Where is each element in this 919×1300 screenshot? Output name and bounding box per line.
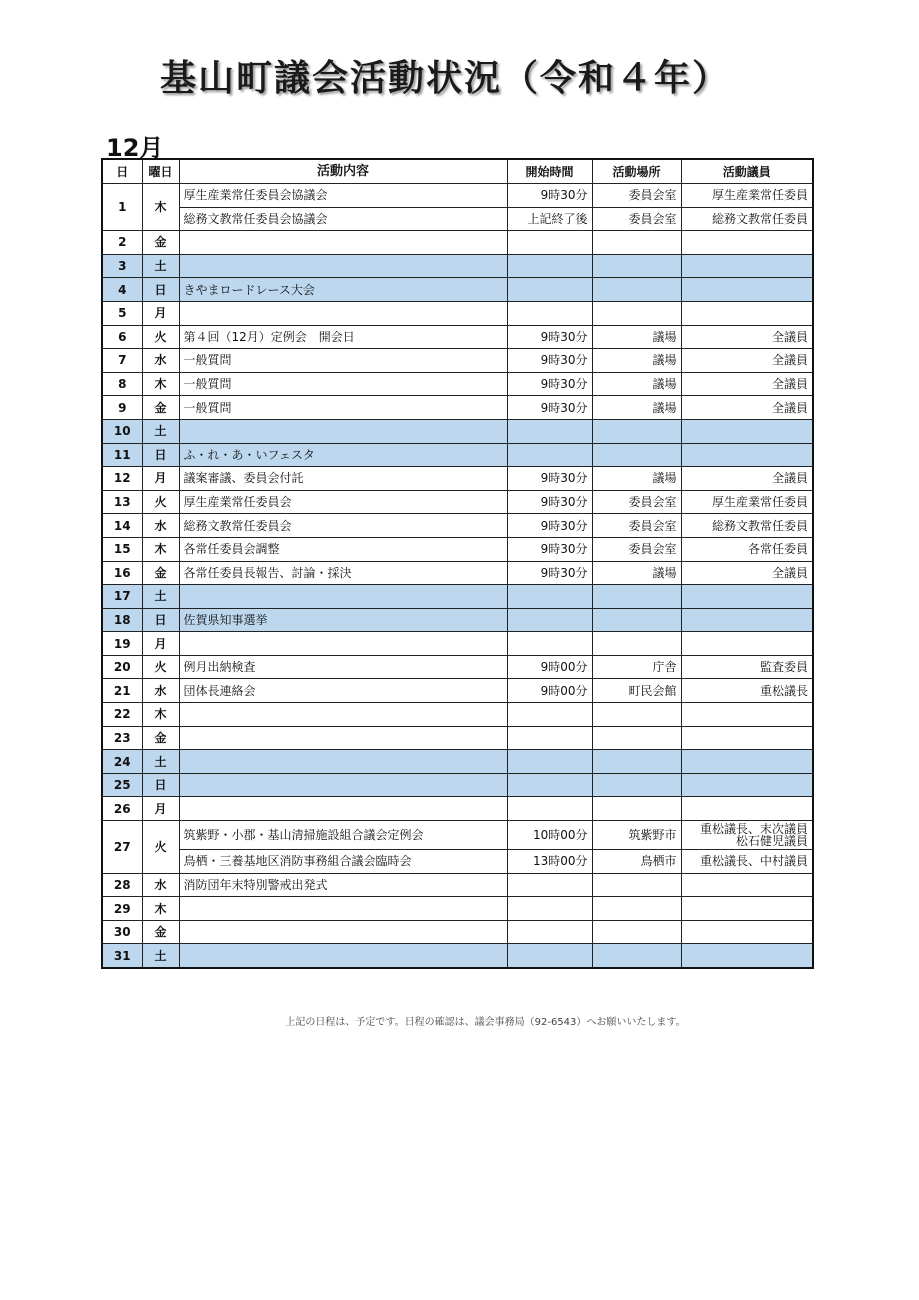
cell-start-time: 10時00分	[507, 821, 592, 850]
cell-place	[592, 873, 681, 897]
cell-start-time	[507, 944, 592, 968]
footnote: 上記の日程は、予定です。日程の確認は、議会事務局（92-6543）へお願いいたします。	[285, 1017, 686, 1028]
table-header-row	[102, 159, 813, 184]
cell-weekday: 金	[142, 726, 179, 750]
cell-day: 20	[102, 655, 142, 679]
cell-day: 26	[102, 797, 142, 821]
cell-members	[681, 231, 813, 255]
cell-members	[681, 585, 813, 609]
cell-start-time: 9時30分	[507, 325, 592, 349]
cell-activity: 第４回（12月）定例会 開会日	[179, 325, 507, 349]
table-row	[102, 873, 813, 897]
table-row	[102, 443, 813, 467]
cell-start-time: 上記終了後	[507, 207, 592, 231]
cell-activity	[179, 726, 507, 750]
table-row	[102, 632, 813, 656]
cell-members	[681, 944, 813, 968]
cell-activity: 消防団年末特別警戒出発式	[179, 873, 507, 897]
cell-weekday: 木	[142, 703, 179, 727]
cell-place	[592, 750, 681, 774]
cell-weekday: 月	[142, 301, 179, 325]
cell-start-time	[507, 703, 592, 727]
cell-members	[681, 773, 813, 797]
cell-day: 28	[102, 873, 142, 897]
cell-activity	[179, 897, 507, 921]
cell-day: 25	[102, 773, 142, 797]
cell-members	[681, 419, 813, 443]
cell-activity	[179, 750, 507, 774]
cell-day: 6	[102, 325, 142, 349]
table-row	[102, 920, 813, 944]
cell-start-time	[507, 750, 592, 774]
cell-start-time	[507, 254, 592, 278]
header-day: 日	[102, 159, 142, 184]
cell-day: 12	[102, 467, 142, 491]
table-row	[102, 608, 813, 632]
table-row	[102, 278, 813, 302]
table-row	[102, 797, 813, 821]
cell-start-time	[507, 419, 592, 443]
cell-day: 18	[102, 608, 142, 632]
cell-weekday: 月	[142, 467, 179, 491]
cell-day: 30	[102, 920, 142, 944]
cell-day: 24	[102, 750, 142, 774]
cell-activity: 議案審議、委員会付託	[179, 467, 507, 491]
schedule-table	[101, 158, 814, 969]
cell-activity: 一般質問	[179, 372, 507, 396]
cell-weekday: 日	[142, 278, 179, 302]
cell-day: 22	[102, 703, 142, 727]
cell-weekday: 土	[142, 944, 179, 968]
cell-activity	[179, 419, 507, 443]
cell-place	[592, 231, 681, 255]
cell-day: 27	[102, 821, 142, 874]
table-row	[102, 467, 813, 491]
cell-activity	[179, 254, 507, 278]
cell-activity: 厚生産業常任委員会協議会	[179, 184, 507, 208]
cell-members: 全議員	[681, 372, 813, 396]
cell-start-time: 9時30分	[507, 349, 592, 373]
cell-place	[592, 585, 681, 609]
cell-weekday: 日	[142, 443, 179, 467]
cell-day: 11	[102, 443, 142, 467]
cell-day: 15	[102, 537, 142, 561]
cell-weekday: 土	[142, 419, 179, 443]
cell-weekday: 金	[142, 396, 179, 420]
cell-place	[592, 773, 681, 797]
table-row	[102, 490, 813, 514]
cell-start-time: 9時30分	[507, 372, 592, 396]
cell-weekday: 水	[142, 679, 179, 703]
cell-place: 委員会室	[592, 207, 681, 231]
header-start-time: 開始時間	[507, 159, 592, 184]
table-row	[102, 726, 813, 750]
table-row	[102, 944, 813, 968]
cell-day: 16	[102, 561, 142, 585]
cell-place: 庁舎	[592, 655, 681, 679]
table-row	[102, 773, 813, 797]
cell-place: 筑紫野市	[592, 821, 681, 850]
cell-activity: 各常任委員長報告、討論・採決	[179, 561, 507, 585]
cell-members: 全議員	[681, 396, 813, 420]
cell-day: 3	[102, 254, 142, 278]
cell-weekday: 火	[142, 325, 179, 349]
cell-weekday: 火	[142, 821, 179, 874]
cell-members: 各常任委員	[681, 537, 813, 561]
cell-day: 5	[102, 301, 142, 325]
cell-start-time: 13時00分	[507, 850, 592, 874]
cell-activity	[179, 301, 507, 325]
cell-members	[681, 301, 813, 325]
cell-day: 13	[102, 490, 142, 514]
cell-activity: 佐賀県知事選挙	[179, 608, 507, 632]
cell-start-time	[507, 632, 592, 656]
cell-day: 2	[102, 231, 142, 255]
table-row	[102, 703, 813, 727]
cell-weekday: 水	[142, 873, 179, 897]
cell-members	[681, 254, 813, 278]
cell-activity	[179, 944, 507, 968]
cell-activity: 総務文教常任委員会	[179, 514, 507, 538]
cell-weekday: 木	[142, 537, 179, 561]
cell-members: 全議員	[681, 467, 813, 491]
cell-members: 重松議長、中村議員	[681, 850, 813, 874]
cell-members: 厚生産業常任委員	[681, 490, 813, 514]
cell-activity	[179, 920, 507, 944]
cell-activity: 各常任委員会調整	[179, 537, 507, 561]
cell-day: 14	[102, 514, 142, 538]
cell-start-time: 9時30分	[507, 514, 592, 538]
cell-start-time	[507, 873, 592, 897]
cell-weekday: 火	[142, 655, 179, 679]
cell-place: 町民会館	[592, 679, 681, 703]
cell-weekday: 金	[142, 231, 179, 255]
cell-members: 全議員	[681, 349, 813, 373]
cell-day: 19	[102, 632, 142, 656]
cell-members	[681, 703, 813, 727]
cell-members	[681, 897, 813, 921]
cell-weekday: 火	[142, 490, 179, 514]
table-row	[102, 750, 813, 774]
cell-members: 全議員	[681, 325, 813, 349]
table-row	[102, 396, 813, 420]
cell-place	[592, 254, 681, 278]
table-row	[102, 897, 813, 921]
cell-activity: 鳥栖・三養基地区消防事務組合議会臨時会	[179, 850, 507, 874]
cell-members: 総務文教常任委員	[681, 514, 813, 538]
cell-members	[681, 920, 813, 944]
cell-members	[681, 726, 813, 750]
table-row	[102, 349, 813, 373]
cell-members	[681, 873, 813, 897]
table-row	[102, 537, 813, 561]
cell-activity	[179, 231, 507, 255]
cell-place: 議場	[592, 561, 681, 585]
cell-start-time	[507, 443, 592, 467]
cell-weekday: 月	[142, 632, 179, 656]
table-row	[102, 372, 813, 396]
cell-activity: ふ・れ・あ・いフェスタ	[179, 443, 507, 467]
cell-place: 議場	[592, 467, 681, 491]
cell-activity: 筑紫野・小郡・基山清掃施設組合議会定例会	[179, 821, 507, 850]
header-dow: 曜日	[142, 159, 179, 184]
cell-start-time: 9時30分	[507, 467, 592, 491]
cell-start-time	[507, 726, 592, 750]
page-title: 基山町議会活動状況（令和４年）	[160, 58, 731, 99]
table-row	[102, 254, 813, 278]
cell-activity	[179, 632, 507, 656]
table-row	[102, 184, 813, 208]
cell-place	[592, 278, 681, 302]
cell-activity	[179, 797, 507, 821]
cell-place	[592, 897, 681, 921]
cell-weekday: 木	[142, 184, 179, 231]
cell-place: 委員会室	[592, 184, 681, 208]
cell-place: 議場	[592, 349, 681, 373]
cell-place: 鳥栖市	[592, 850, 681, 874]
cell-day: 21	[102, 679, 142, 703]
cell-place: 委員会室	[592, 537, 681, 561]
cell-members: 監査委員	[681, 655, 813, 679]
cell-place	[592, 797, 681, 821]
cell-weekday: 水	[142, 349, 179, 373]
table-row	[102, 514, 813, 538]
cell-start-time: 9時30分	[507, 490, 592, 514]
cell-place: 議場	[592, 372, 681, 396]
table-row	[102, 419, 813, 443]
cell-members	[681, 750, 813, 774]
cell-members	[681, 797, 813, 821]
cell-start-time: 9時30分	[507, 184, 592, 208]
cell-start-time	[507, 797, 592, 821]
table-row	[102, 585, 813, 609]
table-row	[102, 325, 813, 349]
cell-activity: 団体長連絡会	[179, 679, 507, 703]
cell-day: 17	[102, 585, 142, 609]
cell-start-time	[507, 301, 592, 325]
cell-day: 23	[102, 726, 142, 750]
cell-start-time	[507, 773, 592, 797]
cell-place	[592, 419, 681, 443]
cell-day: 29	[102, 897, 142, 921]
cell-start-time: 9時30分	[507, 561, 592, 585]
cell-start-time: 9時00分	[507, 655, 592, 679]
cell-activity: 総務文教常任委員会協議会	[179, 207, 507, 231]
cell-day: 7	[102, 349, 142, 373]
cell-weekday: 水	[142, 514, 179, 538]
cell-place	[592, 608, 681, 632]
cell-day: 8	[102, 372, 142, 396]
table-row	[102, 301, 813, 325]
cell-start-time	[507, 608, 592, 632]
cell-place	[592, 443, 681, 467]
cell-place: 議場	[592, 325, 681, 349]
cell-members: 重松議長	[681, 679, 813, 703]
cell-start-time	[507, 231, 592, 255]
cell-start-time	[507, 585, 592, 609]
cell-place	[592, 703, 681, 727]
cell-place: 議場	[592, 396, 681, 420]
cell-activity: きやまロードレース大会	[179, 278, 507, 302]
cell-activity	[179, 703, 507, 727]
cell-weekday: 日	[142, 773, 179, 797]
table-row	[102, 655, 813, 679]
cell-members	[681, 278, 813, 302]
cell-start-time	[507, 897, 592, 921]
cell-activity: 一般質問	[179, 396, 507, 420]
cell-activity: 例月出納検査	[179, 655, 507, 679]
header-members: 活動議員	[681, 159, 813, 184]
cell-day: 1	[102, 184, 142, 231]
cell-weekday: 土	[142, 750, 179, 774]
cell-weekday: 土	[142, 585, 179, 609]
table-row	[102, 207, 813, 231]
cell-weekday: 木	[142, 372, 179, 396]
table-row	[102, 561, 813, 585]
header-activity: 活動内容	[179, 159, 507, 184]
table-row	[102, 231, 813, 255]
cell-activity	[179, 773, 507, 797]
table-row	[102, 850, 813, 874]
cell-start-time	[507, 278, 592, 302]
cell-members: 全議員	[681, 561, 813, 585]
cell-day: 4	[102, 278, 142, 302]
cell-start-time	[507, 920, 592, 944]
cell-members	[681, 632, 813, 656]
table-row	[102, 679, 813, 703]
cell-place: 委員会室	[592, 490, 681, 514]
table-row	[102, 821, 813, 850]
cell-place	[592, 726, 681, 750]
cell-weekday: 金	[142, 920, 179, 944]
cell-weekday: 木	[142, 897, 179, 921]
cell-start-time: 9時00分	[507, 679, 592, 703]
cell-weekday: 月	[142, 797, 179, 821]
cell-place	[592, 632, 681, 656]
cell-members: 総務文教常任委員	[681, 207, 813, 231]
cell-day: 10	[102, 419, 142, 443]
cell-place: 委員会室	[592, 514, 681, 538]
cell-weekday: 土	[142, 254, 179, 278]
cell-place	[592, 301, 681, 325]
cell-day: 31	[102, 944, 142, 968]
header-place: 活動場所	[592, 159, 681, 184]
cell-members: 重松議長、末次議員 松石健児議員	[681, 821, 813, 850]
cell-members: 厚生産業常任委員	[681, 184, 813, 208]
cell-start-time: 9時30分	[507, 396, 592, 420]
cell-start-time: 9時30分	[507, 537, 592, 561]
cell-place	[592, 944, 681, 968]
cell-activity: 厚生産業常任委員会	[179, 490, 507, 514]
table-body	[102, 184, 813, 969]
cell-place	[592, 920, 681, 944]
cell-members	[681, 443, 813, 467]
cell-weekday: 日	[142, 608, 179, 632]
cell-activity	[179, 585, 507, 609]
cell-weekday: 金	[142, 561, 179, 585]
cell-day: 9	[102, 396, 142, 420]
cell-activity: 一般質問	[179, 349, 507, 373]
cell-members	[681, 608, 813, 632]
month-heading: 12月	[106, 134, 164, 162]
